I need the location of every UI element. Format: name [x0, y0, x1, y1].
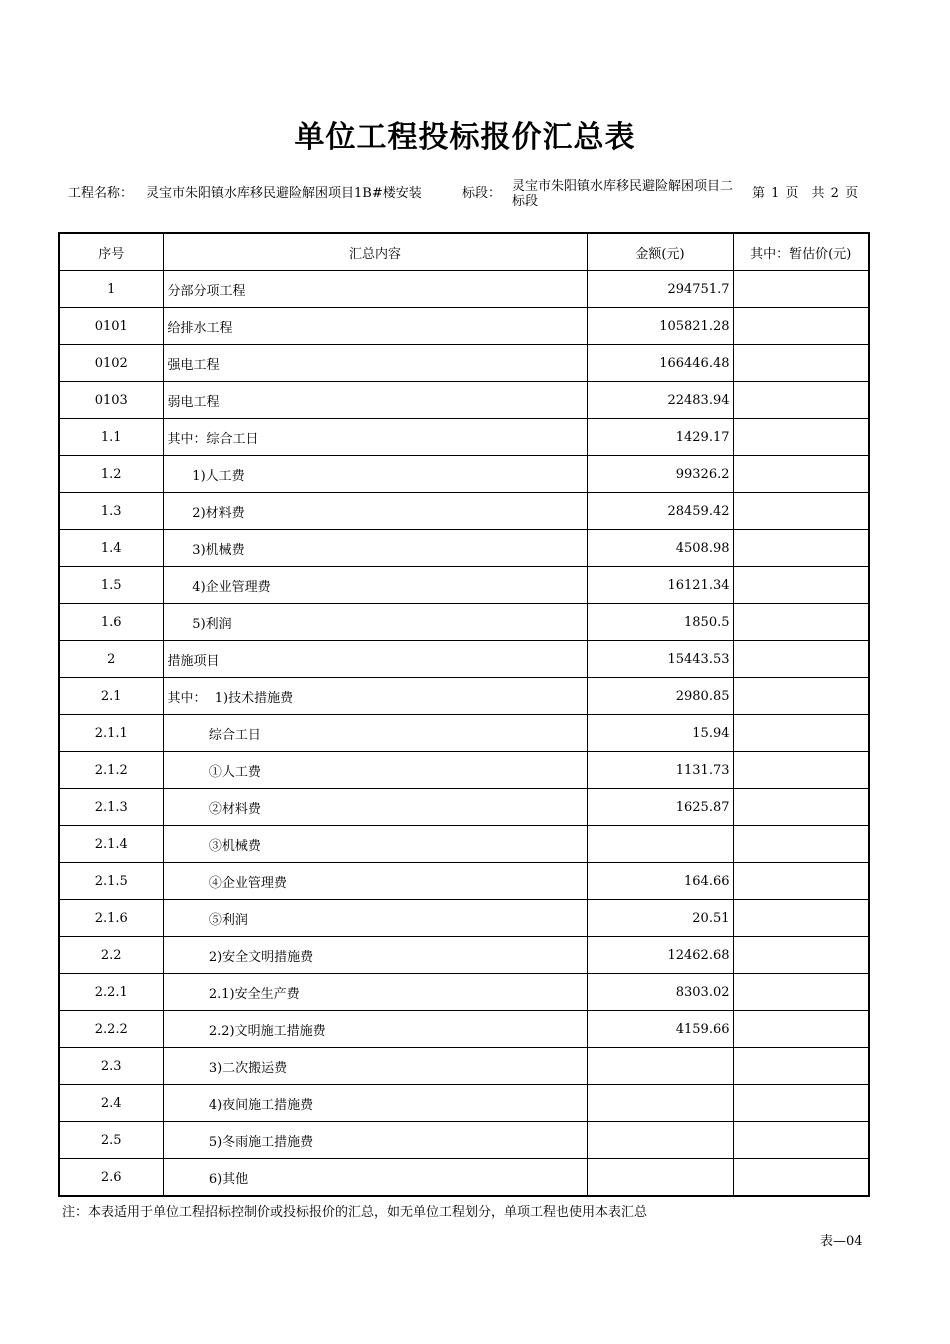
section-name: 灵宝市朱阳镇水库移民避险解困项目二标段 — [512, 179, 734, 209]
table-row — [59, 1085, 869, 1122]
page-title: 单位工程投标报价汇总表 — [294, 120, 636, 155]
row-amount-cell: 164.66 — [587, 863, 733, 900]
row-number-cell: 1 — [59, 271, 163, 308]
table-row — [59, 900, 869, 937]
row-provisional-cell — [733, 1085, 869, 1122]
row-content-cell: 给排水工程 — [163, 308, 587, 345]
row-content-cell: 措施项目 — [163, 641, 587, 678]
row-number-cell: 2.1.5 — [59, 863, 163, 900]
table-header-row — [59, 233, 869, 271]
row-provisional-cell — [733, 456, 869, 493]
table-row — [59, 382, 869, 419]
row-number-cell: 0102 — [59, 345, 163, 382]
header-content: 汇总内容 — [163, 233, 587, 271]
row-content-cell: 2)材料费 — [163, 493, 587, 530]
row-provisional-cell — [733, 678, 869, 715]
row-content-cell: 3)二次搬运费 — [163, 1048, 587, 1085]
row-content-cell: ③机械费 — [163, 826, 587, 863]
row-amount-cell — [587, 1122, 733, 1159]
table-row — [59, 1011, 869, 1048]
row-amount-cell: 22483.94 — [587, 382, 733, 419]
row-provisional-cell — [733, 1011, 869, 1048]
row-amount-cell: 1429.17 — [587, 419, 733, 456]
row-provisional-cell — [733, 419, 869, 456]
row-provisional-cell — [733, 826, 869, 863]
row-content-cell: 2)安全文明措施费 — [163, 937, 587, 974]
row-amount-cell: 15.94 — [587, 715, 733, 752]
row-provisional-cell — [733, 308, 869, 345]
row-provisional-cell — [733, 900, 869, 937]
row-amount-cell — [587, 1085, 733, 1122]
table-row — [59, 826, 869, 863]
summary-table — [58, 232, 870, 1197]
row-number-cell: 2.1 — [59, 678, 163, 715]
row-content-cell: 其中：综合工日 — [163, 419, 587, 456]
row-content-cell: 1)人工费 — [163, 456, 587, 493]
row-provisional-cell — [733, 345, 869, 382]
page-info: 第 1 页 共 2 页 — [752, 186, 859, 201]
row-number-cell: 2.2.1 — [59, 974, 163, 1011]
row-provisional-cell — [733, 752, 869, 789]
row-number-cell: 2.1.1 — [59, 715, 163, 752]
row-amount-cell: 99326.2 — [587, 456, 733, 493]
row-content-cell: 综合工日 — [163, 715, 587, 752]
row-number-cell: 2.1.6 — [59, 900, 163, 937]
row-number-cell: 2.4 — [59, 1085, 163, 1122]
table-row — [59, 1122, 869, 1159]
row-content-cell: 6)其他 — [163, 1159, 587, 1197]
row-amount-cell: 105821.28 — [587, 308, 733, 345]
project-name-label: 工程名称： — [68, 186, 134, 201]
row-number-cell: 2.2.2 — [59, 1011, 163, 1048]
row-provisional-cell — [733, 974, 869, 1011]
row-amount-cell: 28459.42 — [587, 493, 733, 530]
row-content-cell: 4)夜间施工措施费 — [163, 1085, 587, 1122]
table-row — [59, 308, 869, 345]
row-number-cell: 1.1 — [59, 419, 163, 456]
row-provisional-cell — [733, 271, 869, 308]
table-row — [59, 345, 869, 382]
table-row — [59, 530, 869, 567]
table-row — [59, 715, 869, 752]
row-number-cell: 0101 — [59, 308, 163, 345]
form-number: 表—04 — [820, 1234, 863, 1249]
row-number-cell: 2.1.3 — [59, 789, 163, 826]
row-content-cell: 2.1)安全生产费 — [163, 974, 587, 1011]
row-content-cell: 5)冬雨施工措施费 — [163, 1122, 587, 1159]
row-content-cell: ②材料费 — [163, 789, 587, 826]
row-amount-cell: 16121.34 — [587, 567, 733, 604]
table-row — [59, 678, 869, 715]
row-provisional-cell — [733, 937, 869, 974]
row-amount-cell: 1131.73 — [587, 752, 733, 789]
row-number-cell: 2.1.2 — [59, 752, 163, 789]
row-amount-cell: 294751.7 — [587, 271, 733, 308]
section-label: 标段： — [462, 186, 502, 201]
row-content-cell: 3)机械费 — [163, 530, 587, 567]
row-amount-cell: 2980.85 — [587, 678, 733, 715]
row-provisional-cell — [733, 382, 869, 419]
row-number-cell: 2.6 — [59, 1159, 163, 1197]
row-amount-cell: 4508.98 — [587, 530, 733, 567]
row-content-cell: 弱电工程 — [163, 382, 587, 419]
row-amount-cell: 20.51 — [587, 900, 733, 937]
row-provisional-cell — [733, 530, 869, 567]
row-content-cell: 分部分项工程 — [163, 271, 587, 308]
table-row — [59, 752, 869, 789]
row-amount-cell: 12462.68 — [587, 937, 733, 974]
table-row — [59, 567, 869, 604]
row-content-cell: ①人工费 — [163, 752, 587, 789]
row-provisional-cell — [733, 567, 869, 604]
row-amount-cell: 4159.66 — [587, 1011, 733, 1048]
row-amount-cell — [587, 826, 733, 863]
row-content-cell: 4)企业管理费 — [163, 567, 587, 604]
table-row — [59, 271, 869, 308]
row-provisional-cell — [733, 1122, 869, 1159]
table-row — [59, 493, 869, 530]
row-number-cell: 2.1.4 — [59, 826, 163, 863]
row-amount-cell: 15443.53 — [587, 641, 733, 678]
row-provisional-cell — [733, 863, 869, 900]
project-name: 灵宝市朱阳镇水库移民避险解困项目1B#楼安装 — [146, 186, 422, 201]
row-provisional-cell — [733, 1159, 869, 1197]
row-content-cell: ④企业管理费 — [163, 863, 587, 900]
header-amount: 金额(元) — [587, 233, 733, 271]
table-row — [59, 974, 869, 1011]
row-number-cell: 1.5 — [59, 567, 163, 604]
table-row — [59, 1159, 869, 1197]
table-row — [59, 1048, 869, 1085]
table-row — [59, 641, 869, 678]
header-no: 序号 — [59, 233, 163, 271]
header-provisional: 其中：暂估价(元) — [733, 233, 869, 271]
row-provisional-cell — [733, 715, 869, 752]
row-number-cell: 2.3 — [59, 1048, 163, 1085]
row-content-cell: 2.2)文明施工措施费 — [163, 1011, 587, 1048]
table-row — [59, 604, 869, 641]
row-content-cell: 5)利润 — [163, 604, 587, 641]
row-amount-cell — [587, 1159, 733, 1197]
row-number-cell: 2.5 — [59, 1122, 163, 1159]
row-provisional-cell — [733, 641, 869, 678]
row-number-cell: 2.2 — [59, 937, 163, 974]
table-row — [59, 863, 869, 900]
row-content-cell: 其中： 1)技术措施费 — [163, 678, 587, 715]
row-amount-cell: 166446.48 — [587, 345, 733, 382]
row-content-cell: ⑤利润 — [163, 900, 587, 937]
row-provisional-cell — [733, 789, 869, 826]
row-number-cell: 0103 — [59, 382, 163, 419]
row-amount-cell: 1625.87 — [587, 789, 733, 826]
footnote: 注：本表适用于单位工程招标控制价或投标报价的汇总，如无单位工程划分，单项工程也使用本表汇总 — [62, 1205, 648, 1220]
row-amount-cell — [587, 1048, 733, 1085]
row-provisional-cell — [733, 1048, 869, 1085]
row-number-cell: 1.6 — [59, 604, 163, 641]
row-number-cell: 2 — [59, 641, 163, 678]
table-row — [59, 789, 869, 826]
row-amount-cell: 8303.02 — [587, 974, 733, 1011]
row-amount-cell: 1850.5 — [587, 604, 733, 641]
table-row — [59, 419, 869, 456]
row-number-cell: 1.4 — [59, 530, 163, 567]
row-number-cell: 1.2 — [59, 456, 163, 493]
row-provisional-cell — [733, 493, 869, 530]
row-provisional-cell — [733, 604, 869, 641]
row-content-cell: 强电工程 — [163, 345, 587, 382]
row-number-cell: 1.3 — [59, 493, 163, 530]
table-row — [59, 456, 869, 493]
table-row — [59, 937, 869, 974]
